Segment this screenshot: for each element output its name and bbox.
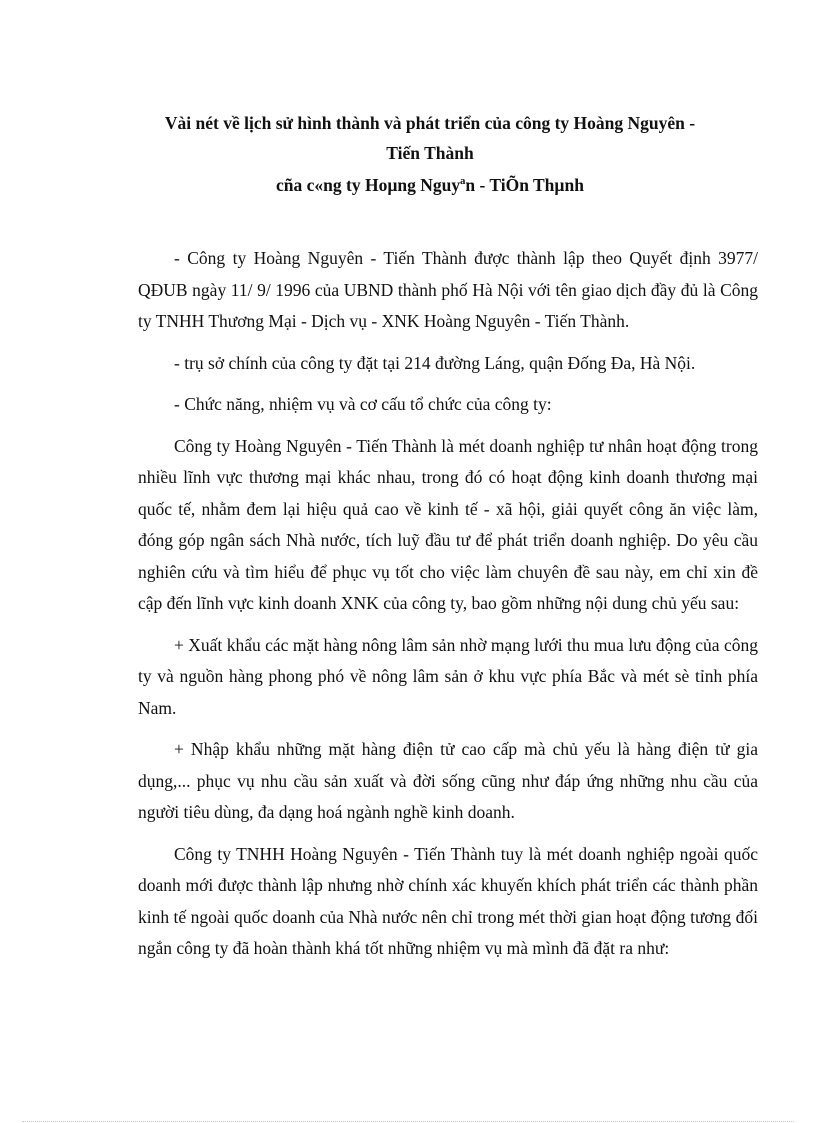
- title-garbled-line: cña c«ng ty Hoµng Nguyªn - TiÕn Thµnh: [276, 175, 584, 195]
- document-title: [100, 108, 760, 200]
- paragraph-founding: - Công ty Hoàng Nguyên - Tiến Thành được thành lập theo Quyết định 3977/ QĐUB ngày 11/ 9/ 1996 của UBND thành phố Hà Nội với tên giao dịch đầy đủ là Công ty TNHH Thương Mại - Dịch vụ - XNK Hoàng Nguyên - Tiến Thành.: [138, 248, 758, 331]
- paragraph-export: + Xuất khẩu các mặt hàng nông lâm sản nhờ mạng lưới thu mua lưu động của công ty và nguồn hàng phong phó về nông lâm sản ở khu vực phía Bắc và mét sè tỉnh phía Nam.: [138, 634, 758, 718]
- page-bottom-divider: [22, 1121, 794, 1122]
- title-line-1: Vài nét về lịch sử hình thành và phát triển của công ty Hoàng Nguyên -: [164, 113, 696, 133]
- document-body: [138, 243, 758, 975]
- paragraph-headquarters: - trụ sở chính của công ty đặt tại 214 đường Láng, quận Đống Đa, Hà Nội.: [174, 352, 696, 373]
- paragraph-import: + Nhập khẩu những mặt hàng điện tử cao cấp mà chủ yếu là hàng điện tử gia dụng,... phục vụ nhu cầu sản xuất và đời sống cũng như đáp ứng những nhu cầu của người tiêu dùng, đa dạng hoá ngành nghề kinh doanh.: [138, 739, 758, 822]
- paragraph-functions-heading: - Chức năng, nhiệm vụ và cơ cấu tổ chức của công ty:: [174, 394, 552, 414]
- paragraph-company-overview: Công ty Hoàng Nguyên - Tiến Thành là mét doanh nghiệp tư nhân hoạt động trong nhiều lĩnh vực thương mại khác nhau, trong đó có hoạt động kinh doanh thương mại quốc tế, nhằm đem lại hiệu quả cao về kinh tế - xã hội, giải quyết công ăn việc làm, đóng góp ngân sách Nhà nước, tích luỹ đầu tư để phát triển doanh nghiệp. Do yêu cầu nghiên cứu và tìm hiểu để phục vụ tốt cho việc làm chuyên đề sau này, em chỉ xin đề cập đến lĩnh vực kinh doanh XNK của công ty, bao gồm những nội dung chủ yếu sau:: [138, 435, 758, 613]
- title-line-2: Tiến Thành: [386, 143, 474, 163]
- paragraph-achievements: Công ty TNHH Hoàng Nguyên - Tiến Thành tuy là mét doanh nghiệp ngoài quốc doanh mới được thành lập nhưng nhờ chính xác khuyến khích phát triển các thành phần kinh tế ngoài quốc doanh của Nhà nước nên chỉ trong mét thời gian hoạt động tương đối ngắn công ty đã hoàn thành khá tốt những nhiệm vụ mà mình đã đặt ra như:: [138, 843, 758, 958]
